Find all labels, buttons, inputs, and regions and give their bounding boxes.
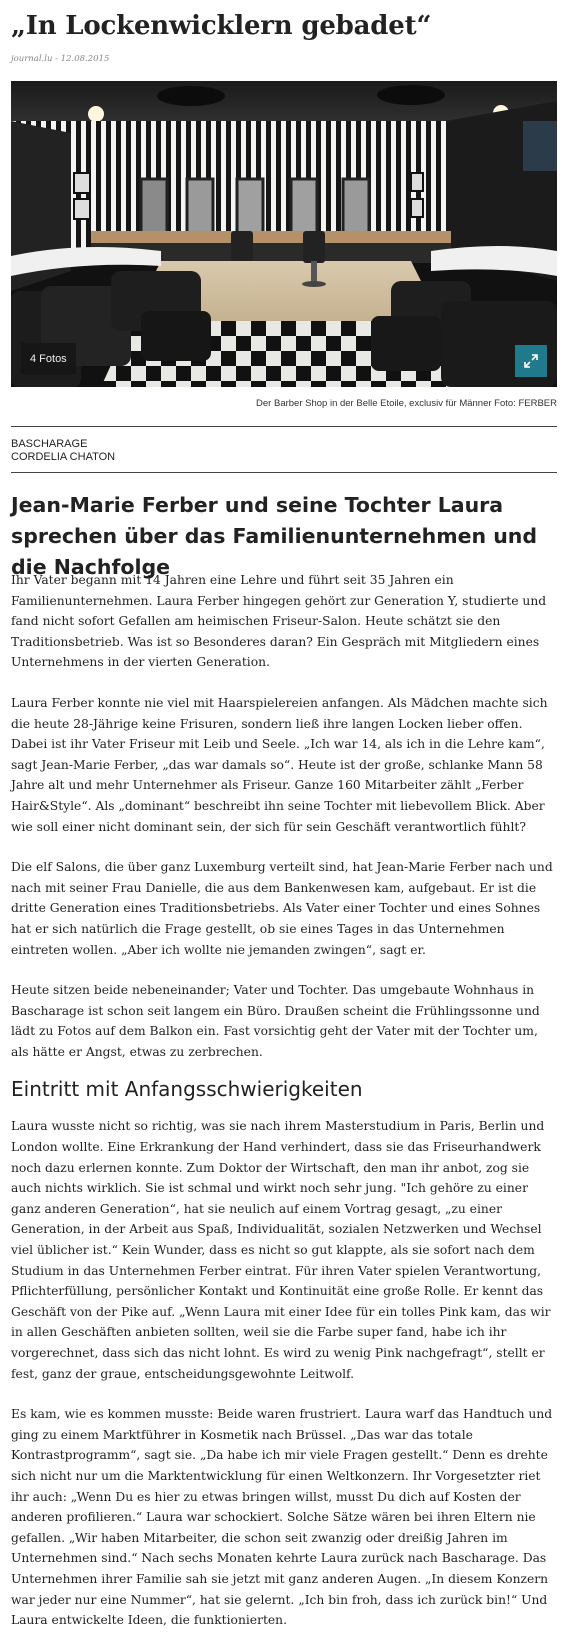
article-body — [11, 570, 557, 1651]
expand-photo-button[interactable] — [515, 345, 547, 377]
byline-author: CORDELIA CHATON — [11, 451, 116, 463]
photo-count-badge[interactable]: 4 Fotos — [21, 343, 76, 375]
section-heading: Eintritt mit Anfangsschwierigkeiten — [11, 1077, 363, 1102]
paragraph: Ihr Vater begann mit 14 Jahren eine Lehre und führt seit 35 Jahren ein Familienunternehmen. Laura Ferber hingegen gehört zur Generation Y, studierte und fand nicht sofort Gefallen am heimischen Friseur-Salon. Heute schätzt sie den Traditionsbetrieb. Was ist so Besonderes daran? Ein Gespräch mit Mitgliedern eines Unternehmens in der vierten Generation. — [11, 573, 547, 670]
divider-bottom — [11, 472, 557, 473]
article-title: „In Lockenwicklern gebadet“ — [11, 11, 432, 41]
byline-location: BASCHARAGE — [11, 438, 88, 450]
article-lead: Jean-Marie Ferber und seine Tochter Laura sprechen über das Familienunternehmen und die Nachfolge — [11, 493, 538, 579]
article — [11, 0, 557, 1628]
byline — [11, 438, 115, 464]
photo-caption: Der Barber Shop in der Belle Etoile, exclusiv für Männer Foto: FERBER — [256, 398, 557, 409]
article-source: journal.lu - 12.08.2015 — [11, 54, 110, 64]
barber-shop-image — [11, 81, 557, 387]
paragraph: Die elf Salons, die über ganz Luxemburg verteilt sind, hat Jean-Marie Ferber nach und nach mit seiner Frau Danielle, die aus dem Bankenwesen kam, aufgebaut. Er ist die dritte Generation eines Traditionsbetriebs. Als Vater einer Tochter und eines Sohnes hat er sich natürlich die Frage gestellt, ob sie eines Tages in das Unternehmen eintreten wollen. „Aber ich wollte nie jemanden zwingen“, sagt er. — [11, 860, 553, 957]
article-photo[interactable] — [11, 81, 557, 387]
paragraph: Heute sitzen beide nebeneinander; Vater und Tochter. Das umgebaute Wohnhaus in Bascharage ist schon seit langem ein Büro. Draußen scheint die Frühlingssonne und lädt zu Fotos auf dem Balkon ein. Fast vorsichtig geht der Vater mit der Tochter um, als hätte er Angst, etwas zu zerbrechen. — [11, 983, 540, 1059]
divider-top — [11, 426, 557, 427]
expand-icon — [523, 353, 539, 369]
paragraph: Laura wusste nicht so richtig, was sie nach ihrem Masterstudium in Paris, Berlin und London wollte. Eine Erkrankung der Hand verhindert, dass sie das Friseurhandwerk noch dazu erlernen konnte. Zum Doktor der Wirtschaft, den man ihr anbot, zog sie auch nichts wirklich. Sie ist schmal und wirkt noch sehr jung. "Ich gehöre zu einer ganz anderen Generation“, hat sie neulich auf einem Vortrag gesagt, „zu einer Generation, in der Arbeit aus Spaß, Individualität, sozialen Netzwerken und Wechsel viel üblicher ist.“ Kein Wunder, dass es nicht so gut klappte, als sie sofort nach dem Studium in das Unternehmen Ferber eintrat. Für ihren Vater spielen Verantwortung, Pflichterfüllung, persönlicher Kontakt und Kontinuität eine große Rolle. Er kennt das Geschäft von der Pike auf. „Wenn Laura mit einer Idee für ein tolles Pink kam, das wir in allen Geschäften anbieten sollten, weil sie die Farbe super fand, habe ich ihr vorgerechnet, dass sich das nicht lohnt. Es wird zu wenig Pink nachgefragt“, stellt er fest, ganz der graue, entscheidungsgewohnte Leitwolf. — [11, 1119, 551, 1381]
paragraph: Laura Ferber konnte nie viel mit Haarspielereien anfangen. Als Mädchen machte sich die heute 28-Jährige keine Frisuren, sondern ließ ihre langen Locken lieber offen. Dabei ist ihr Vater Friseur mit Leib und Seele. „Ich war 14, als ich in die Lehre kam“, sagt Jean-Marie Ferber, „das war damals so“. Heute ist der große, schlanke Mann 58 Jahre alt und mehr Unternehmer als Friseur. Ganze 160 Mitarbeiter zählt „Ferber Hair&Style“. Als „dominant“ beschreibt ihn seine Tochter mit liebevollem Blick. Aber wie soll einer nicht dominant sein, der sich für sein Geschäft verantwortlich fühlt? — [11, 695, 548, 834]
paragraph: Es kam, wie es kommen musste: Beide waren frustriert. Laura warf das Handtuch und ging zu einem Marktführer in Kosmetik nach Brüssel. „Das war das totale Kontrastprogramm“, sagt sie. „Da habe ich mir viele Fragen gestellt.“ Denn es drehte sich nicht nur um die Marktentwicklung für einen Weltkonzern. Ihr Vorgesetzter riet ihr auch: „Wenn Du es hier zu etwas bringen willst, musst Du dich auf Kosten der anderen profilieren.“ Laura war schockiert. Solche Sätze wären bei ihren Eltern nie gefallen. „Wir haben Mitarbeiter, die schon seit zwanzig oder dreißig Jahren im Unternehmen sind.“ Nach sechs Monaten kehrte Laura zurück nach Bascharage. Das Unternehmen ihrer Familie sah sie jetzt mit ganz anderen Augen. „In diesem Konzern war jeder nur eine Nummer“, hat sie gelernt. „Ich bin froh, dass ich zurück bin!“ Und Laura entwickelte Ideen, die funktionierten. — [11, 1407, 553, 1628]
